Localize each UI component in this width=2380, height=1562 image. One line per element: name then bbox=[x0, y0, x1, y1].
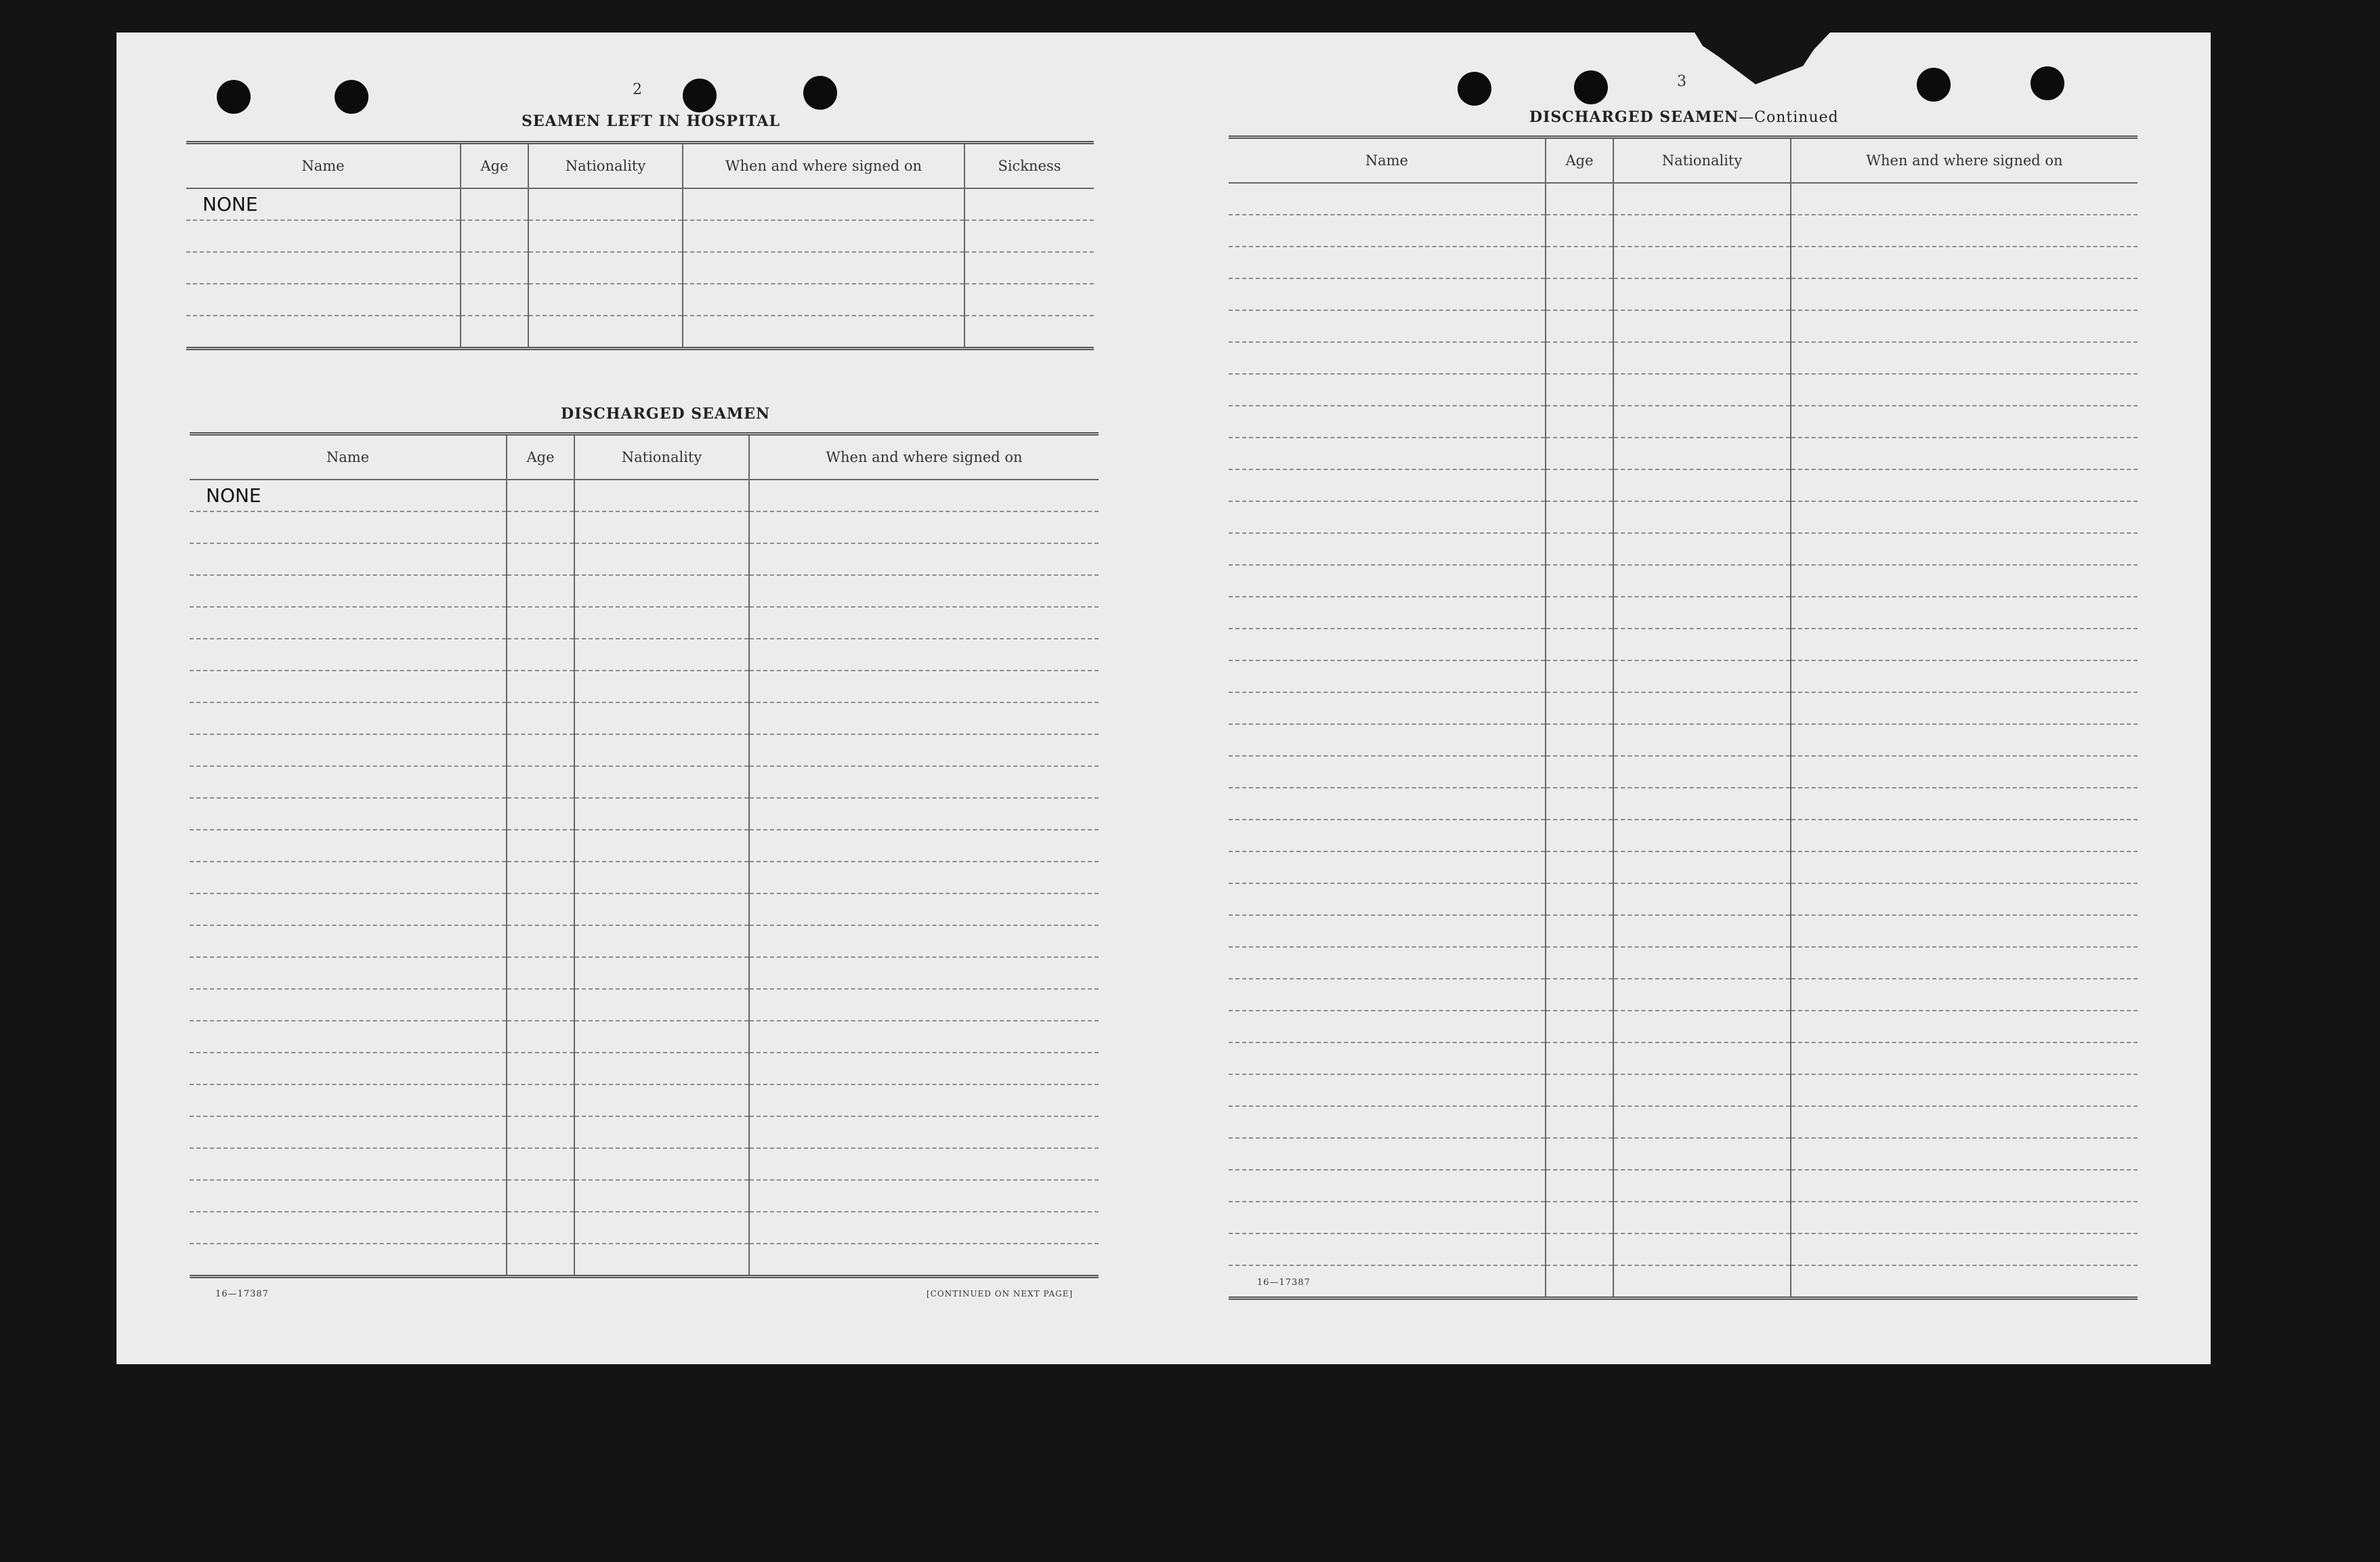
column-header: Age bbox=[1546, 138, 1613, 184]
table-row bbox=[1229, 469, 2138, 501]
table-row bbox=[1229, 597, 2138, 629]
column-header: Name bbox=[186, 143, 461, 189]
table-row bbox=[1229, 438, 2138, 469]
table-row bbox=[1229, 183, 2138, 215]
table-row bbox=[1229, 1202, 2138, 1233]
table-row bbox=[1229, 278, 2138, 310]
hospital-section-title: SEAMEN LEFT IN HOSPITAL bbox=[522, 112, 780, 130]
table-row bbox=[1229, 820, 2138, 851]
discharged-entry-name: NONE bbox=[190, 480, 507, 511]
table-row bbox=[1229, 660, 2138, 692]
table-row bbox=[190, 1021, 1099, 1053]
table-row bbox=[1229, 342, 2138, 374]
table-row bbox=[1229, 374, 2138, 406]
table-row bbox=[190, 1053, 1099, 1084]
table-row bbox=[1229, 883, 2138, 915]
table-row bbox=[190, 575, 1099, 607]
table-row bbox=[1229, 915, 2138, 947]
column-header: Nationality bbox=[1613, 138, 1791, 184]
page-number: 2 bbox=[633, 81, 642, 98]
table-row bbox=[1229, 215, 2138, 247]
form-number: 16—17387 bbox=[1257, 1278, 1311, 1288]
table-row bbox=[190, 607, 1099, 639]
table-row bbox=[190, 1148, 1099, 1180]
punch-hole bbox=[2031, 66, 2064, 100]
table-row bbox=[186, 188, 1094, 220]
table-row bbox=[1229, 629, 2138, 660]
table-row bbox=[190, 957, 1099, 989]
table-row bbox=[190, 893, 1099, 925]
punch-hole bbox=[335, 80, 368, 114]
punch-hole bbox=[1917, 68, 1951, 102]
table-row bbox=[190, 925, 1099, 957]
page-number: 3 bbox=[1677, 73, 1686, 90]
table-header-row bbox=[186, 143, 1094, 189]
punch-hole bbox=[683, 79, 717, 112]
discharged-section-title: DISCHARGED SEAMEN bbox=[561, 405, 771, 423]
table-row bbox=[190, 766, 1099, 798]
table-row bbox=[1229, 851, 2138, 883]
table-row bbox=[190, 1244, 1099, 1277]
discharged-continued-title bbox=[1529, 108, 1839, 126]
table-row bbox=[186, 220, 1094, 252]
column-header: Sickness bbox=[964, 143, 1094, 189]
table-row bbox=[190, 480, 1099, 511]
column-header: Nationality bbox=[528, 143, 683, 189]
column-header: Age bbox=[507, 434, 574, 480]
form-number: 16—17387 bbox=[215, 1289, 269, 1299]
table-row bbox=[1229, 724, 2138, 756]
discharged-continued-table bbox=[1229, 135, 2138, 1300]
table-row bbox=[190, 702, 1099, 734]
column-header: When and where signed on bbox=[683, 143, 964, 189]
table-row bbox=[190, 511, 1099, 543]
table-row bbox=[190, 1084, 1099, 1116]
continued-note: [CONTINUED ON NEXT PAGE] bbox=[927, 1289, 1074, 1299]
column-header: Name bbox=[190, 434, 507, 480]
punch-hole bbox=[1574, 70, 1608, 104]
torn-paper-edge bbox=[1695, 33, 1830, 93]
column-header: Age bbox=[461, 143, 528, 189]
table-row bbox=[190, 734, 1099, 766]
hospital-table bbox=[186, 141, 1094, 350]
table-row bbox=[190, 543, 1099, 575]
table-row bbox=[1229, 947, 2138, 979]
table-row bbox=[190, 830, 1099, 862]
table-row bbox=[190, 671, 1099, 702]
table-row bbox=[1229, 1138, 2138, 1170]
table-row bbox=[190, 862, 1099, 893]
table-row bbox=[1229, 756, 2138, 788]
column-header: Name bbox=[1229, 138, 1546, 184]
table-row bbox=[1229, 501, 2138, 533]
column-header: Nationality bbox=[574, 434, 749, 480]
table-header-row bbox=[1229, 138, 2138, 184]
table-row bbox=[1229, 565, 2138, 597]
table-row bbox=[1229, 1074, 2138, 1106]
table-header-row bbox=[190, 434, 1099, 480]
table-row bbox=[1229, 788, 2138, 820]
table-row bbox=[186, 284, 1094, 316]
punch-hole bbox=[803, 76, 837, 110]
table-row bbox=[190, 1180, 1099, 1212]
table-row bbox=[190, 989, 1099, 1021]
column-header: When and where signed on bbox=[749, 434, 1099, 480]
table-row bbox=[190, 798, 1099, 830]
table-row bbox=[186, 252, 1094, 284]
table-row bbox=[1229, 1011, 2138, 1042]
table-row bbox=[1229, 406, 2138, 438]
column-header: When and where signed on bbox=[1791, 138, 2138, 184]
table-row bbox=[190, 1212, 1099, 1244]
table-row bbox=[190, 1116, 1099, 1148]
table-row bbox=[1229, 1042, 2138, 1074]
hospital-entry-name: NONE bbox=[186, 188, 461, 220]
discharged-table bbox=[190, 432, 1099, 1278]
table-row bbox=[1229, 247, 2138, 278]
table-row bbox=[186, 316, 1094, 349]
punch-hole bbox=[1458, 72, 1491, 106]
table-row bbox=[1229, 979, 2138, 1011]
section-title-main: DISCHARGED SEAMEN bbox=[1529, 108, 1739, 126]
table-row bbox=[1229, 533, 2138, 565]
table-row bbox=[1229, 1170, 2138, 1202]
table-row bbox=[1229, 1106, 2138, 1138]
table-row bbox=[190, 639, 1099, 671]
document-spread bbox=[116, 33, 2211, 1364]
table-row bbox=[1229, 1265, 2138, 1299]
punch-hole bbox=[217, 80, 251, 114]
table-row bbox=[1229, 692, 2138, 724]
table-row bbox=[1229, 310, 2138, 342]
section-title-suffix: —Continued bbox=[1739, 109, 1839, 126]
table-row bbox=[1229, 1233, 2138, 1265]
